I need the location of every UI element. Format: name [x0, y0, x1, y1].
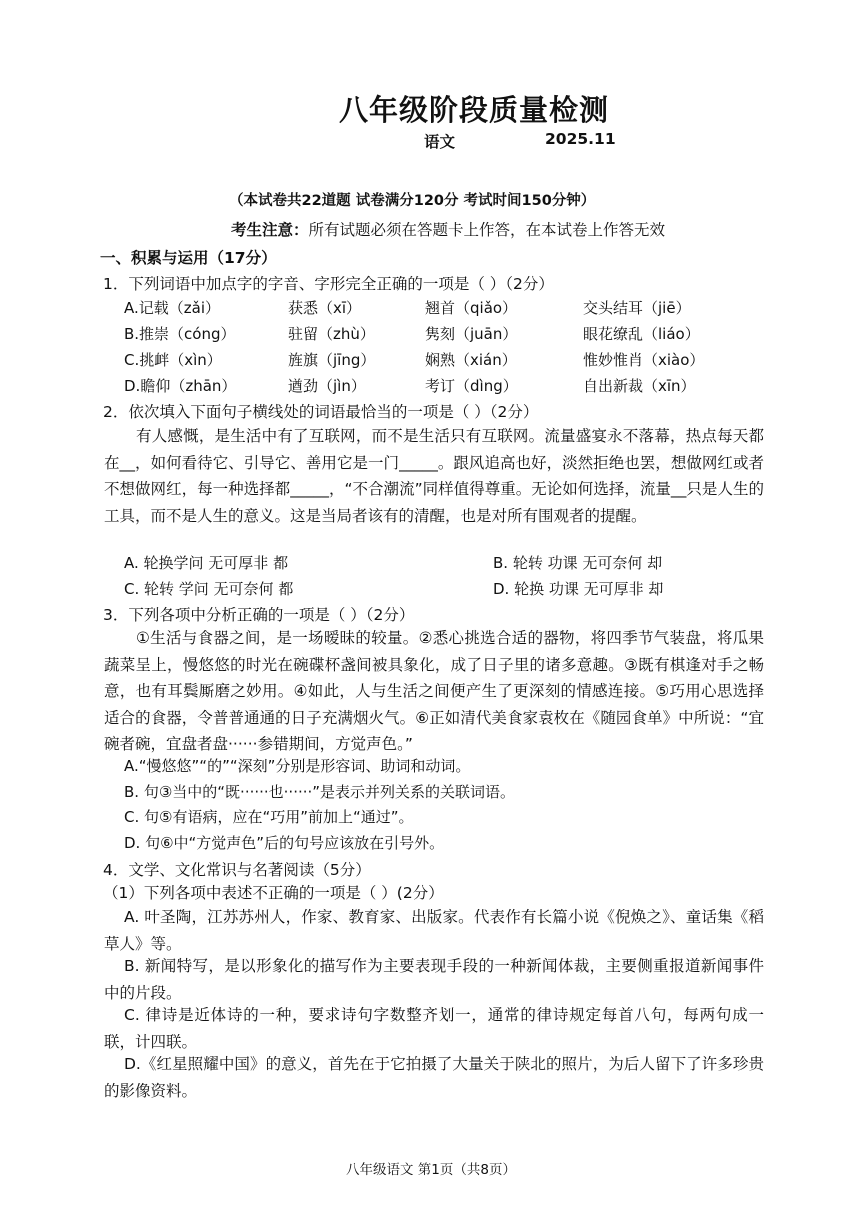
q1-option: 遒劲（jìn）: [288, 377, 366, 395]
q2-option: A. 轮换学问 无可厚非 都: [124, 554, 289, 572]
q1-option: D.瞻仰（zhān）: [124, 377, 237, 395]
q1-option: 交头结耳（jiē）: [583, 299, 691, 317]
q4-option: C. 律诗是近体诗的一种，要求诗句字数整齐划一，通常的律诗规定每首八句，每两句成一联，计四联。: [104, 1006, 764, 1051]
q1-stem: 1．下列词语中加点字的字音、字形完全正确的一项是（ ）（2分）: [103, 275, 554, 293]
q1-option: 翘首（qiǎo）: [425, 299, 518, 317]
q3-stem: 3．下列各项中分析正确的一项是（ ）（2分）: [103, 606, 415, 624]
q1-option: 驻留（zhù）: [288, 325, 375, 343]
page-footer: 八年级语文 第1页（共8页）: [346, 1162, 516, 1178]
notice-text: 所有试题必须在答题卡上作答，在本试卷上作答无效: [308, 221, 666, 239]
q4-option: A. 叶圣陶，江苏苏州人，作家、教育家、出版家。代表作有长篇小说《倪焕之》、童话集《稻草人》等。: [104, 908, 764, 953]
q2-option: C. 轮转 学问 无可奈何 都: [124, 580, 294, 598]
q1-option: A.记载（zǎi）: [124, 299, 220, 317]
q1-option: 隽刻（juān）: [425, 325, 518, 343]
q4-option: B. 新闻特写，是以形象化的描写作为主要表现手段的一种新闻体裁，主要侧重报道新闻事件中的片段。: [104, 957, 764, 1002]
notice-label: 考生注意：: [231, 221, 309, 239]
section-title: 一、积累与运用（17分）: [100, 249, 277, 267]
q1-option: 自出新裁（xīn）: [583, 377, 696, 395]
q4-option: D.《红星照耀中国》的意义，首先在于它拍摄了大量关于陕北的照片，为后人留下了许多珍贵的影像资料。: [104, 1055, 764, 1100]
q1-option: 惟妙惟肖（xiào）: [583, 351, 705, 369]
q1-option: 旌旗（jīng）: [288, 351, 376, 369]
q3-option: D. 句⑥中“方觉声色”后的句号应该放在引号外。: [124, 834, 445, 852]
q1-option: C.挑衅（xìn）: [124, 351, 222, 369]
q1-option: 考订（dìng）: [425, 377, 518, 395]
exam-date: 2025.11: [545, 130, 616, 148]
candidate-notice: [231, 218, 665, 240]
q3-option: A.“慢悠悠”“的”“深刻”分别是形容词、助词和动词。: [124, 757, 471, 775]
page-title: 八年级阶段质量检测: [339, 93, 610, 127]
q3-option: B. 句③当中的“既······也······”是表示并列关系的关联词语。: [124, 783, 516, 801]
q4-sub1: （1）下列各项中表述不正确的一项是（ ）(2分）: [103, 884, 444, 902]
q1-option: 眼花缭乱（liáo）: [583, 325, 700, 343]
q1-option: B.推崇（cóng）: [124, 325, 236, 343]
q1-option: 娴熟（xián）: [425, 351, 517, 369]
q2-stem: 2．依次填入下面句子横线处的词语最恰当的一项是（ ）（2分）: [103, 403, 539, 421]
subject-label: 语文: [424, 133, 456, 151]
q1-option: 获悉（xī）: [288, 299, 362, 317]
q2-passage: 有人感慨，是生活中有了互联网，而不是生活只有互联网。流量盛宴永不落幕，热点每天都在__，如何看待它、引导它、善用它是一门_____。跟风追高也好，淡然拒绝也罢，想做网红或者不想做网红，每一种选择都_____，“不合潮流”同样值得尊重。无论如何选择，流量__只是人生的工具，而不是人生的意义。这是当局者该有的清醒，也是对所有围观者的提醒。: [104, 427, 764, 525]
exam-info: （本试卷共22道题 试卷满分120分 考试时间150分钟）: [229, 193, 596, 209]
q2-option: D. 轮换 功课 无可厚非 却: [493, 580, 664, 598]
q3-passage: ①生活与食器之间，是一场暧昧的较量。②悉心挑选合适的器物，将四季节气装盘，将瓜果蔬菜呈上，慢悠悠的时光在碗碟杯盏间被具象化，成了日子里的诸多意趣。③既有棋逢对手之畅意，也有耳鬓厮磨之妙用。④如此，人与生活之间便产生了更深刻的情感连接。⑤巧用心思选择适合的食器，令普普通通的日子充满烟火气。⑥正如清代美食家袁枚在《随园食单》中所说：“宜碗者碗，宜盘者盘······参错期间，方觉声色。”: [104, 629, 764, 753]
q4-stem: 4．文学、文化常识与名著阅读（5分）: [103, 861, 371, 879]
q2-option: B. 轮转 功课 无可奈何 却: [493, 554, 663, 572]
q3-option: C. 句⑤有语病，应在“巧用”前加上“通过”。: [124, 808, 414, 826]
